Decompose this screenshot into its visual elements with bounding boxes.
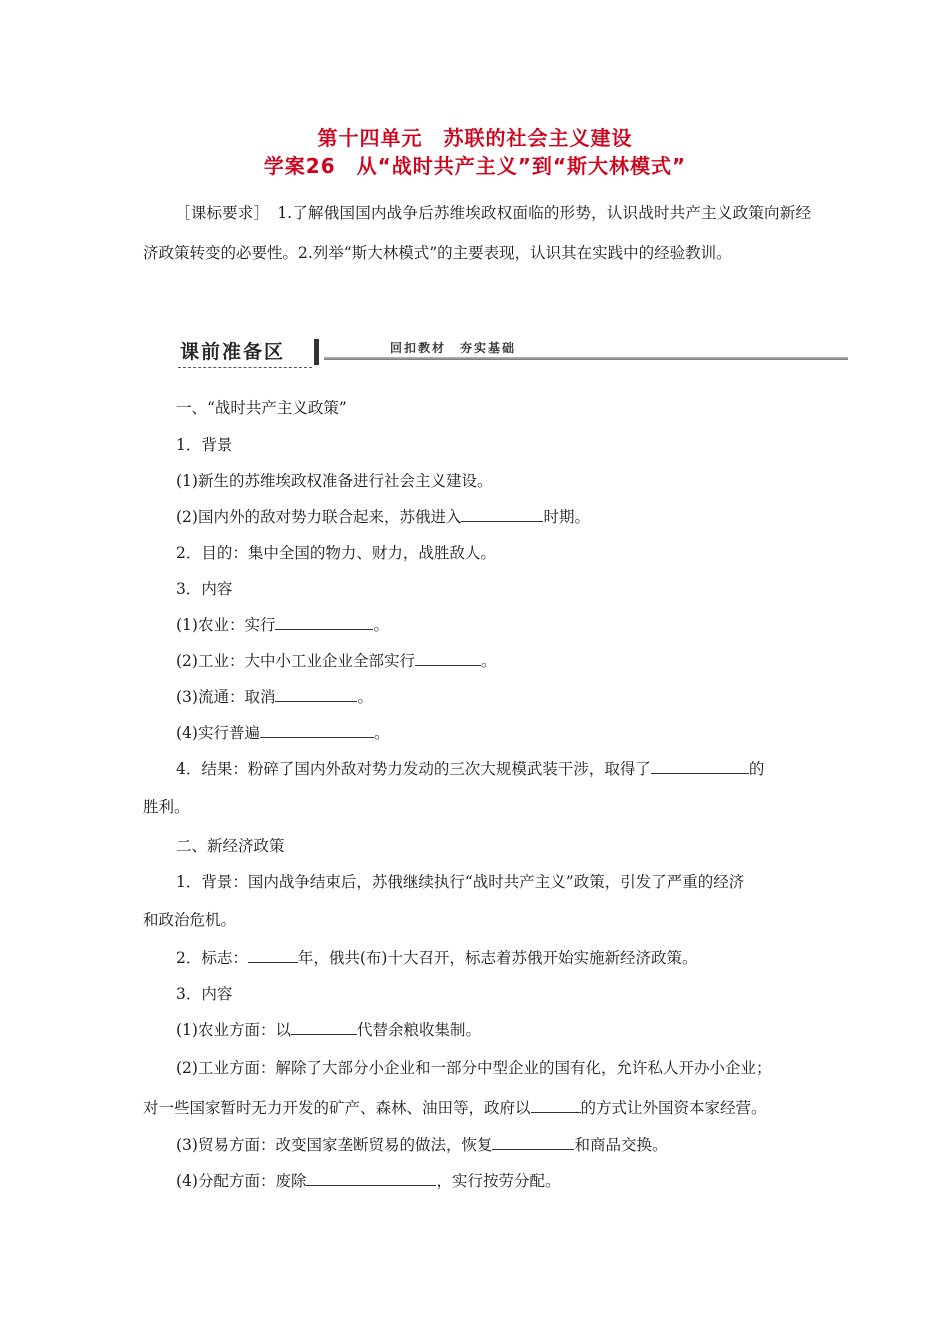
text-part: (2)工业：大中小工业企业全部实行: [176, 652, 415, 670]
text-part: 。: [373, 616, 389, 634]
fill-blank[interactable]: [415, 651, 481, 666]
text-part: 的方式让外国资本家经营。: [580, 1099, 767, 1117]
banner-subtitle: 回扣教材 夯实基础: [390, 341, 517, 355]
result-continuation: 胜利。: [143, 798, 190, 816]
text-part: 。: [373, 724, 390, 742]
nep-content-item-1: [176, 1018, 856, 1040]
nep-background: 1．背景：国内战争结束后，苏俄继续执行“战时共产主义”政策，引发了严重的经济: [176, 873, 745, 891]
text-part: 的: [748, 760, 765, 778]
fill-blank[interactable]: [306, 1171, 436, 1186]
section-banner: [176, 337, 848, 369]
fill-blank[interactable]: [260, 723, 374, 738]
text-part: 4．结果：粉碎了国内外敌对势力发动的三次大规模武装干涉，取得了: [176, 760, 651, 778]
banner-dashed-underline: [178, 367, 312, 368]
banner-divider-bar: [314, 339, 319, 365]
text-part: ，实行按劳分配。: [436, 1172, 561, 1190]
background-item-2: [176, 505, 856, 527]
subheading-content: 3．内容: [176, 985, 233, 1003]
banner-rule: [324, 357, 848, 360]
fill-blank[interactable]: [275, 615, 373, 630]
text-part: (4)分配方面：废除: [176, 1172, 307, 1190]
content-item-1: [176, 613, 856, 635]
nep-content-item-2: (2)工业方面：解除了大部分小企业和一部分中型企业的国有化，允许私人开办小企业；: [176, 1059, 772, 1077]
content-item-2: [176, 649, 856, 671]
text-part: 。: [480, 652, 497, 670]
curriculum-requirements: ［课标要求］ 1.了解俄国国内战争后苏维埃政权面临的形势，认识战时共产主义政策向新经济政策转变的必要性。2.列举“斯大林模式”的主要表现，认识其在实践中的经验教训。: [143, 204, 811, 262]
banner-label: 课前准备区: [180, 341, 286, 363]
background-item-1: (1)新生的苏维埃政权准备进行社会主义建设。: [176, 472, 493, 490]
section-heading: 一、“战时共产主义政策”: [176, 399, 347, 417]
text-part: 时期。: [543, 508, 590, 526]
nep-sign: [176, 946, 856, 968]
fill-blank[interactable]: [531, 1098, 581, 1113]
text-part: (2)国内外的敌对势力联合起来，苏俄进入: [176, 508, 462, 526]
nep-content-item-3: [176, 1133, 856, 1155]
section-heading: 二、新经济政策: [176, 837, 285, 855]
text-part: (4)实行普遍: [176, 724, 260, 742]
nep-background-continuation: 和政治危机。: [143, 911, 237, 929]
text-part: 和商品交换。: [574, 1136, 668, 1154]
nep-content-item-2-continuation: [143, 1096, 823, 1118]
nep-content-item-4: [176, 1169, 856, 1191]
text-part: (1)农业：实行: [176, 616, 276, 634]
text-part: 。: [357, 688, 373, 706]
content-item-4: [176, 721, 856, 743]
text-part: 代替余粮收集制。: [356, 1021, 481, 1039]
text-part: 2．标志：: [176, 949, 248, 967]
text-part: (1)农业方面：以: [176, 1021, 291, 1039]
unit-title: 第十四单元 苏联的社会主义建设: [317, 126, 633, 150]
subheading-background: 1．背景: [176, 436, 233, 454]
subheading-content: 3．内容: [176, 580, 233, 598]
text-part: 年，俄共(布)十大召开，标志着苏俄开始实施新经济政策。: [297, 949, 698, 967]
fill-blank[interactable]: [461, 507, 543, 522]
fill-blank[interactable]: [291, 1020, 357, 1035]
content-item-3: [176, 685, 856, 707]
text-part: (3)贸易方面：改变国家垄断贸易的做法，恢复: [176, 1136, 493, 1154]
fill-blank[interactable]: [492, 1135, 574, 1150]
fill-blank[interactable]: [651, 759, 749, 774]
text-part: (3)流通：取消: [176, 688, 276, 706]
fill-blank[interactable]: [275, 687, 357, 702]
lesson-title: 学案26 从“战时共产主义”到“斯大林模式”: [263, 154, 687, 178]
fill-blank[interactable]: [248, 948, 298, 963]
text-part: 对一些国家暂时无力开发的矿产、森林、油田等，政府以: [143, 1099, 531, 1117]
purpose-item: 2．目的：集中全国的物力、财力，战胜敌人。: [176, 544, 496, 562]
result-item: [176, 757, 856, 779]
